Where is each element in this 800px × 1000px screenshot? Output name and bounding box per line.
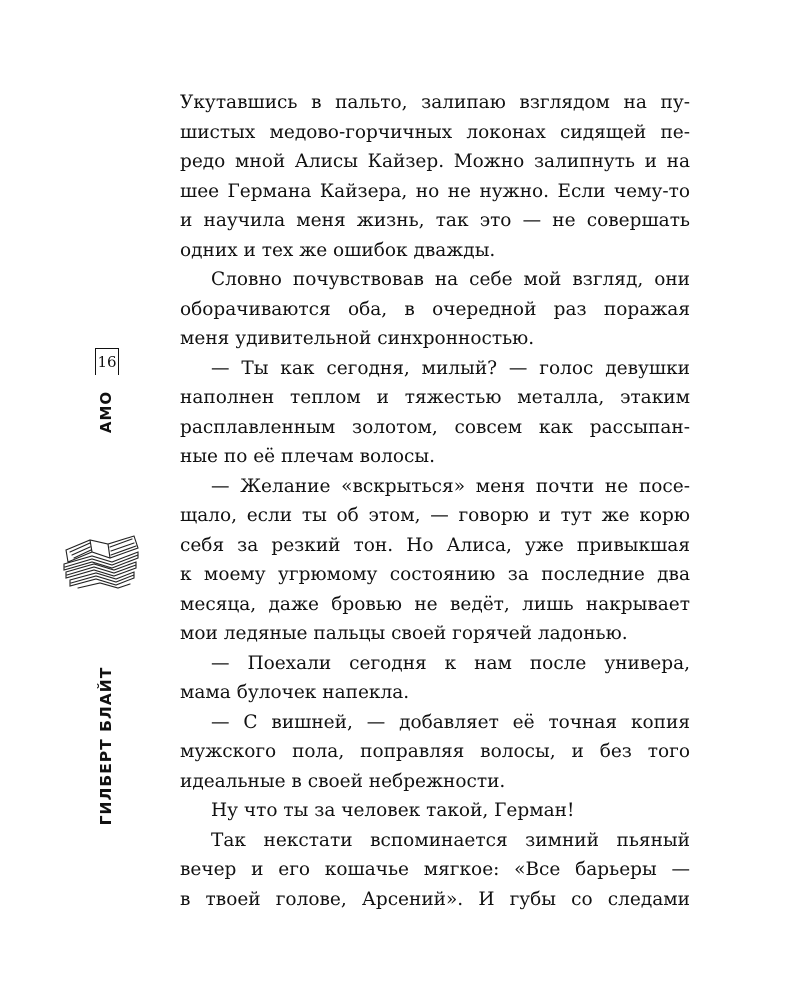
- text-line: — Ты как сегодня, милый? — голос девушки: [211, 357, 690, 379]
- text-line: Словно почувствовав на себе мой взгляд, они: [211, 269, 690, 290]
- text-line: себя за резкий тон. Но Алиса, уже привыкшая: [180, 534, 690, 556]
- text-line: к моему угрюмому состоянию за последние два: [180, 564, 690, 585]
- text-line: — Желание «вскрыться» меня почти не посе-: [211, 475, 690, 497]
- text-line: месяца, даже бровью не ведёт, лишь накрывает: [180, 593, 690, 615]
- text-line: ные по её плечам волосы.: [180, 446, 435, 467]
- text-line: шее Германа Кайзера, но не нужно. Если чему-то: [180, 180, 690, 202]
- body-text: [180, 88, 690, 914]
- text-line: вечер и его кошачье мягкое: «Все барьеры —: [180, 859, 690, 880]
- text-line: щало, если ты об этом, — говорю и тут же корю: [180, 505, 690, 526]
- text-line: Так некстати вспоминается зимний пьяный: [211, 829, 690, 851]
- running-title: АМО: [97, 390, 115, 434]
- text-line: одних и тех же ошибок дважды.: [180, 239, 496, 261]
- text-line: и научила меня жизнь, так это — не совершать: [180, 210, 690, 231]
- text-line: мама булочек напекла.: [180, 682, 410, 703]
- text-line: оборачиваются оба, в очередной раз поражая: [180, 298, 690, 320]
- text-line: мои ледяные пальцы своей горячей ладонью.: [180, 623, 628, 644]
- text-line: редо мной Алисы Кайзер. Можно залипнуть и на: [180, 151, 690, 172]
- page-number: 16: [95, 348, 119, 375]
- text-line: расплавленным золотом, совсем как рассыпан-: [180, 416, 690, 438]
- text-line: меня удивительной синхронностью.: [180, 328, 535, 349]
- text-line: в твоей голове, Арсений». И губы со следами: [180, 888, 690, 910]
- text-line: наполнен теплом и тяжестью металла, этаким: [180, 387, 690, 408]
- text-line: мужского пола, поправляя волосы, и без того: [180, 741, 690, 762]
- text-line: идеальные в своей небрежности.: [180, 770, 506, 792]
- text-line: — С вишней, — добавляет её точная копия: [211, 711, 690, 733]
- author-name: ГИЛБЕРТ БЛАЙТ: [97, 666, 115, 826]
- text-line: — Поехали сегодня к нам после универа,: [211, 652, 690, 674]
- text-line: Укутавшись в пальто, залипаю взглядом на пу-: [180, 92, 690, 113]
- book-stack-icon: [60, 528, 140, 598]
- text-line: Ну что ты за человек такой, Герман!: [211, 800, 575, 821]
- text-line: шистых медово-горчичных локонах сидящей пе-: [180, 121, 690, 143]
